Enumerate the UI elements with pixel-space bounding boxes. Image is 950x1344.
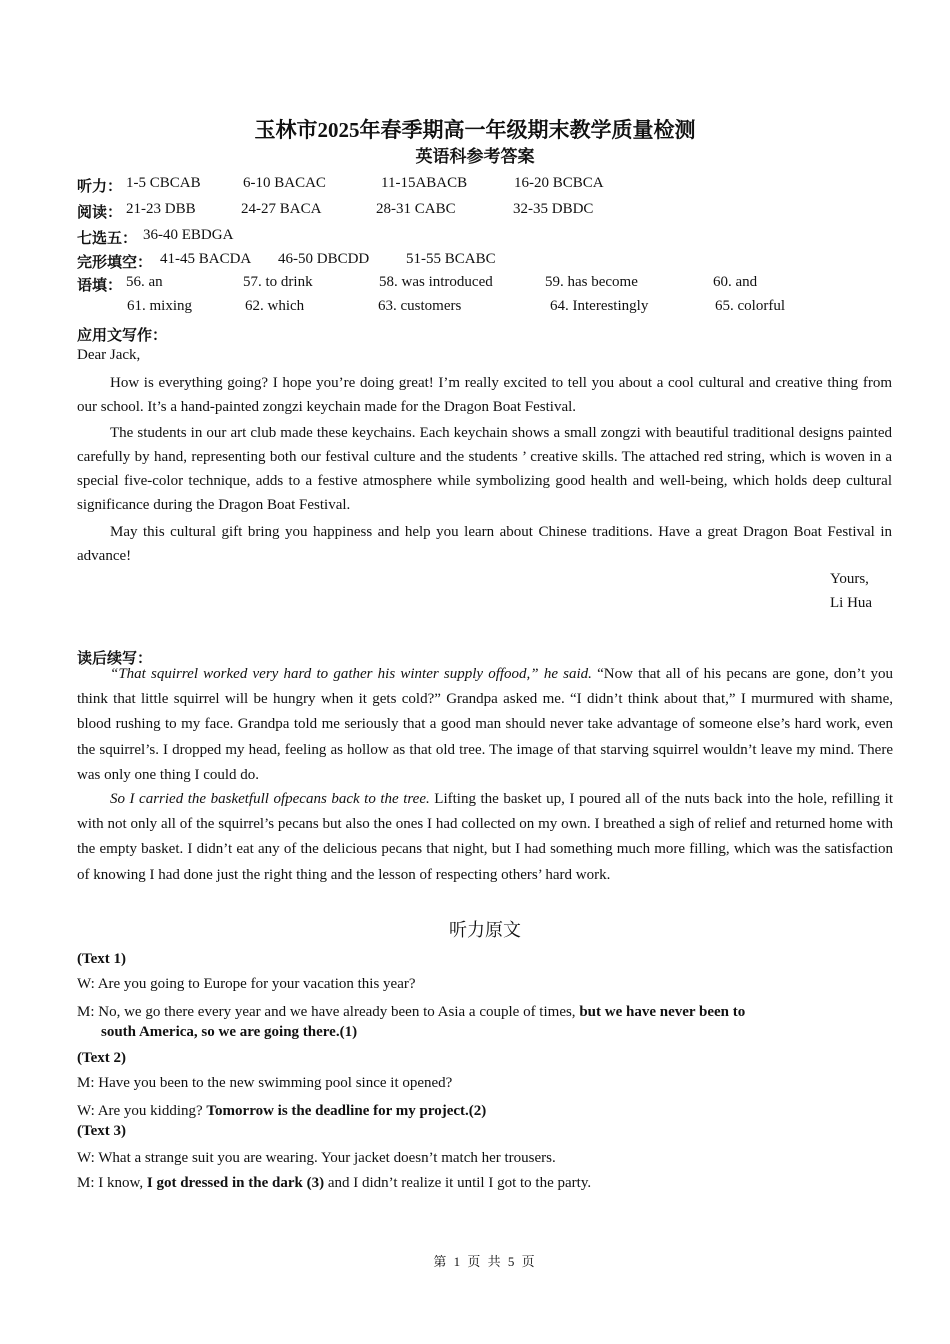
text-label: (Text 2) [77,1050,127,1066]
line-text: M: I know, [77,1175,147,1191]
continuation-paragraph [77,662,893,788]
answer-item: 11-15ABACB [381,175,468,191]
answer-item: 32-35 DBDC [513,201,594,217]
dialogue-line [77,1175,591,1192]
answer-item: 16-20 BCBCA [514,175,604,191]
dialogue-line: W: Are you going to Europe for your vacation this year? [77,976,416,992]
listening-label: 听力： [77,179,123,195]
opening-sentence: So I carried the basketfull ofpecans back to the tree. [110,791,430,807]
line-text: and I didn’t realize it until I got to the party. [324,1175,592,1191]
letter-paragraph: The students in our art club made these keychains. Each keychain shows a small zongzi with beautiful traditional designs painted carefully by hand, representing both our festival culture and the students ’ creative skills. The attached red string, which is woven in a special five-color technique, adds to a festive atmosphere while symbolizing good health and well-being, which holds deep cultural significance during the Dragon Boat Festival. [77,425,892,513]
answer-item: 57. to drink [243,274,313,290]
dialogue-line: W: What a strange suit you are wearing. Your jacket doesn’t match her trousers. [77,1150,556,1166]
answer-item: 64. Interestingly [550,298,649,314]
letter-paragraph: How is everything going? I hope you’re doing great! I’m really excited to tell you about a cool cultural and creative thing from our school. It’s a hand-painted zongzi keychain made for the Dragon Boat Festival. [77,375,892,415]
letter-greeting: Dear Jack, [77,347,141,363]
answer-item: 6-10 BACAC [243,175,326,191]
answer-item: 51-55 BCABC [406,251,496,267]
answer-item: 41-45 BACDA [160,251,252,267]
answer-item: 56. an [126,274,163,290]
text-label: (Text 3) [77,1123,127,1139]
answer-item: 24-27 BACA [241,201,322,217]
dialogue-line [77,1103,486,1120]
letter-paragraph: May this cultural gift bring you happiness and help you learn about Chinese traditions. Have a great Dragon Boat Festival in advance! [77,524,892,564]
answer-item: 65. colorful [715,298,785,314]
key-answer: I got dressed in the dark (3) [146,1175,325,1191]
paragraph-text: “Now that all of his pecans are gone, don’t you think that little squirrel will be hungry when it gets cold?” Grandpa asked me. “I didn’t think about that,” I murmured with shame, blood rushing to my face. Grandpa told me seriously that a good man should never take advantage of someone else’s hard work, even the squirrel’s. I dropped my head, feeling as hollow as that old tree. The image of that starving squirrel wouldn’t leave my mind. There was only one thing I could do. [77,666,893,783]
grammar-fill-label: 语填： [77,278,123,294]
answer-item: 46-50 DBCDD [278,251,370,267]
answer-item: 28-31 CABC [376,201,456,217]
answer-item: 61. mixing [127,298,193,314]
opening-sentence: “That squirrel worked very hard to gather his winter supply offood,” he said. [110,666,592,682]
answer-item: 59. has become [545,274,638,290]
answer-item: 60. and [713,274,758,290]
answer-item: 58. was introduced [379,274,493,290]
page-title: 玉林市2025年春季期高一年级期末教学质量检测 [254,118,696,142]
transcript-title: 听力原文 [449,920,521,940]
answer-item: 63. customers [378,298,462,314]
continuation-paragraph [77,787,893,888]
line-text: W: Are you kidding? [77,1103,207,1119]
answer-item: 21-23 DBB [126,201,196,217]
seven-choice-label: 七选五： [77,231,138,247]
dialogue-line [77,1004,745,1021]
paragraph-text: Lifting the basket up, I poured all of the nuts back into the hole, refilling it with not only all of the squirrel’s pecans but also the ones I had collected on my own. I breathed a sigh of relief and returned home with the empty basket. I didn’t eat any of the delicious pecans that night, but I had something much more filling, which was the satisfaction of knowing I had done just the right thing and the lesson of respecting others’ hard work. [77,791,893,883]
reading-label: 阅读： [77,205,123,221]
key-answer: south America, so we are going there.(1) [101,1024,358,1040]
line-text: M: No, we go there every year and we have already been to Asia a couple of times, [77,1004,580,1020]
writing-label: 应用文写作： [77,328,168,344]
key-answer: but we have never been to [579,1004,746,1020]
page-subtitle: 英语科参考答案 [415,147,535,166]
key-answer: Tomorrow is the deadline for my project.(2) [206,1103,487,1119]
answer-item: 1-5 CBCAB [126,175,201,191]
dialogue-line: M: Have you been to the new swimming pool since it opened? [77,1075,453,1091]
page-number: 第 1 页 共 5 页 [433,1254,537,1269]
text-label: (Text 1) [77,951,127,967]
answer-item: 62. which [245,298,305,314]
cloze-label: 完形填空： [77,255,153,271]
answer-item: 36-40 EBDGA [143,227,234,243]
letter-closing: Yours, [830,571,869,587]
continuation-label: 读后续写： [77,651,153,667]
letter-signature: Li Hua [830,595,873,611]
